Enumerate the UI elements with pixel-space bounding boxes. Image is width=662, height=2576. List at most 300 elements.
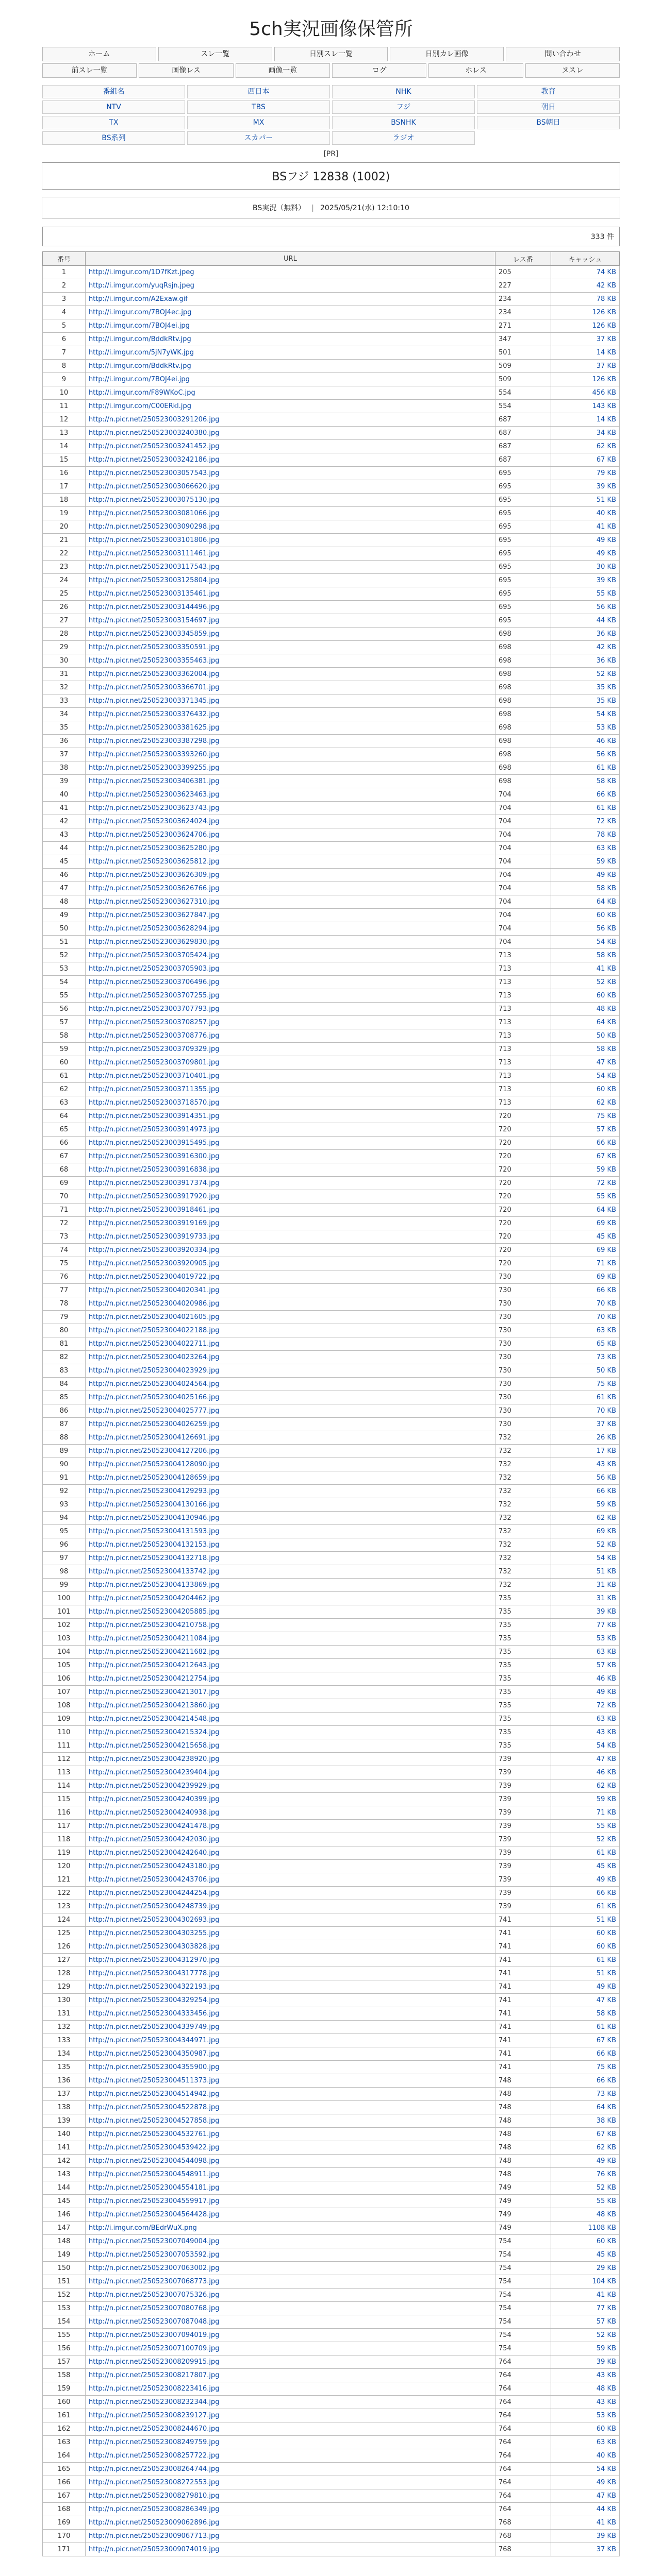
cache-link[interactable]: 39 KB	[596, 577, 616, 584]
cache-link[interactable]: 42 KB	[596, 643, 616, 651]
image-url-link[interactable]: http://n.picr.net/250523004025777.jpg	[86, 1404, 495, 1418]
cache-link[interactable]: 64 KB	[596, 2104, 616, 2111]
image-url-link[interactable]: http://n.picr.net/250523003135461.jpg	[86, 587, 495, 601]
image-url-link[interactable]: http://n.picr.net/250523004212754.jpg	[86, 1672, 495, 1686]
cache-link[interactable]: 41 KB	[596, 965, 616, 973]
cache-link[interactable]: 58 KB	[596, 777, 616, 785]
cache-link[interactable]: 64 KB	[596, 1206, 616, 1214]
image-url-link[interactable]: http://n.picr.net/250523004213860.jpg	[86, 1699, 495, 1713]
image-url-link[interactable]: http://n.picr.net/250523003919169.jpg	[86, 1217, 495, 1230]
cache-link[interactable]: 73 KB	[596, 2090, 616, 2098]
cache-link[interactable]: 51 KB	[596, 1916, 616, 1924]
cache-link[interactable]: 60 KB	[596, 2238, 616, 2245]
image-url-link[interactable]: http://n.picr.net/250523004131593.jpg	[86, 1525, 495, 1538]
cache-link[interactable]: 39 KB	[596, 2532, 616, 2540]
image-url-link[interactable]: http://n.picr.net/250523003371345.jpg	[86, 694, 495, 708]
cache-link[interactable]: 66 KB	[596, 1286, 616, 1294]
image-url-link[interactable]: http://n.picr.net/250523004544098.jpg	[86, 2155, 495, 2168]
image-url-link[interactable]: http://n.picr.net/250523008264744.jpg	[86, 2463, 495, 2476]
image-url-link[interactable]: http://n.picr.net/250523004239404.jpg	[86, 1766, 495, 1780]
image-url-link[interactable]: http://n.picr.net/250523003627847.jpg	[86, 909, 495, 922]
cache-link[interactable]: 59 KB	[596, 1501, 616, 1509]
cache-link[interactable]: 54 KB	[596, 2465, 616, 2473]
image-url-link[interactable]: http://n.picr.net/250523004554181.jpg	[86, 2181, 495, 2195]
image-url-link[interactable]: http://n.picr.net/250523004242640.jpg	[86, 1846, 495, 1860]
cache-link[interactable]: 69 KB	[596, 1246, 616, 1254]
image-url-link[interactable]: http://n.picr.net/250523004548911.jpg	[86, 2168, 495, 2181]
cache-link[interactable]: 55 KB	[596, 2197, 616, 2205]
cache-link[interactable]: 49 KB	[596, 1876, 616, 1884]
image-url-link[interactable]: http://n.picr.net/250523007053592.jpg	[86, 2248, 495, 2262]
image-url-link[interactable]: http://n.picr.net/250523007068773.jpg	[86, 2275, 495, 2289]
image-url-link[interactable]: http://n.picr.net/250523003916300.jpg	[86, 1150, 495, 1163]
cache-link[interactable]: 126 KB	[592, 309, 616, 316]
image-url-link[interactable]: http://n.picr.net/250523004204462.jpg	[86, 1592, 495, 1605]
cache-link[interactable]: 73 KB	[596, 1353, 616, 1361]
cache-link[interactable]: 46 KB	[596, 1675, 616, 1683]
image-url-link[interactable]: http://n.picr.net/250523004344971.jpg	[86, 2034, 495, 2047]
image-url-link[interactable]: http://n.picr.net/250523003919733.jpg	[86, 1230, 495, 1244]
cache-link[interactable]: 143 KB	[592, 402, 616, 410]
image-url-link[interactable]: http://n.picr.net/250523003718570.jpg	[86, 1096, 495, 1110]
image-url-link[interactable]: http://i.imgur.com/1D7fKzt.jpeg	[86, 266, 495, 279]
image-url-link[interactable]: http://n.picr.net/250523003708257.jpg	[86, 1016, 495, 1029]
cache-link[interactable]: 49 KB	[596, 536, 616, 544]
cache-link[interactable]: 62 KB	[596, 1099, 616, 1107]
image-url-link[interactable]: http://n.picr.net/250523003125804.jpg	[86, 574, 495, 587]
image-url-link[interactable]: http://n.picr.net/250523004211682.jpg	[86, 1646, 495, 1659]
cache-link[interactable]: 66 KB	[596, 1889, 616, 1897]
image-url-link[interactable]: http://n.picr.net/250523004022711.jpg	[86, 1337, 495, 1351]
image-url-link[interactable]: http://n.picr.net/250523004511373.jpg	[86, 2074, 495, 2088]
image-url-link[interactable]: http://n.picr.net/250523003111461.jpg	[86, 547, 495, 561]
image-url-link[interactable]: http://n.picr.net/250523009067713.jpg	[86, 2530, 495, 2543]
cache-link[interactable]: 61 KB	[596, 1956, 616, 1964]
image-url-link[interactable]: http://n.picr.net/250523003081066.jpg	[86, 507, 495, 520]
image-url-link[interactable]: http://n.picr.net/250523004248739.jpg	[86, 1900, 495, 1913]
image-url-link[interactable]: http://i.imgur.com/5jN7yWK.jpg	[86, 346, 495, 360]
cache-link[interactable]: 40 KB	[596, 510, 616, 517]
image-url-link[interactable]: http://n.picr.net/250523008279810.jpg	[86, 2489, 495, 2503]
channel-item[interactable]: BSNHK	[332, 116, 475, 129]
cache-link[interactable]: 47 KB	[596, 2492, 616, 2500]
cache-link[interactable]: 75 KB	[596, 1112, 616, 1120]
cache-link[interactable]: 29 KB	[596, 2264, 616, 2272]
image-url-link[interactable]: http://n.picr.net/250523004026259.jpg	[86, 1418, 495, 1431]
cache-link[interactable]: 63 KB	[596, 1715, 616, 1723]
image-url-link[interactable]: http://n.picr.net/250523004539422.jpg	[86, 2141, 495, 2155]
cache-link[interactable]: 75 KB	[596, 1380, 616, 1388]
cache-link[interactable]: 45 KB	[596, 1862, 616, 1870]
image-url-link[interactable]: http://i.imgur.com/7BOJ4ei.jpg	[86, 319, 495, 333]
cache-link[interactable]: 37 KB	[596, 1420, 616, 1428]
image-url-link[interactable]: http://n.picr.net/250523003381625.jpg	[86, 721, 495, 735]
cache-link[interactable]: 52 KB	[596, 1836, 616, 1843]
cache-link[interactable]: 60 KB	[596, 1929, 616, 1937]
cache-link[interactable]: 75 KB	[596, 2063, 616, 2071]
cache-link[interactable]: 54 KB	[596, 1554, 616, 1562]
cache-link[interactable]: 54 KB	[596, 1742, 616, 1750]
image-url-link[interactable]: http://n.picr.net/250523004130166.jpg	[86, 1498, 495, 1512]
image-url-link[interactable]: http://n.picr.net/250523004021605.jpg	[86, 1311, 495, 1324]
cache-link[interactable]: 54 KB	[596, 938, 616, 946]
cache-link[interactable]: 74 KB	[596, 268, 616, 276]
image-url-link[interactable]: http://n.picr.net/250523004025166.jpg	[86, 1391, 495, 1404]
image-url-link[interactable]: http://n.picr.net/250523008257722.jpg	[86, 2449, 495, 2463]
cache-link[interactable]: 37 KB	[596, 362, 616, 370]
image-url-link[interactable]: http://n.picr.net/250523004129293.jpg	[86, 1485, 495, 1498]
channel-item[interactable]: 番組名	[42, 85, 185, 98]
cache-link[interactable]: 63 KB	[596, 844, 616, 852]
main-nav-item[interactable]: 日別カレ画像	[390, 47, 504, 61]
cache-link[interactable]: 57 KB	[596, 2318, 616, 2326]
cache-link[interactable]: 45 KB	[596, 1233, 616, 1241]
cache-link[interactable]: 49 KB	[596, 1983, 616, 1991]
cache-link[interactable]: 52 KB	[596, 670, 616, 678]
cache-link[interactable]: 54 KB	[596, 1072, 616, 1080]
sub-nav-item[interactable]: 画像レス	[139, 63, 233, 78]
image-url-link[interactable]: http://n.picr.net/250523008272553.jpg	[86, 2476, 495, 2489]
cache-link[interactable]: 63 KB	[596, 1648, 616, 1656]
image-url-link[interactable]: http://n.picr.net/250523008209915.jpg	[86, 2355, 495, 2369]
cache-link[interactable]: 55 KB	[596, 1822, 616, 1830]
image-url-link[interactable]: http://n.picr.net/250523003623743.jpg	[86, 802, 495, 815]
cache-link[interactable]: 70 KB	[596, 1407, 616, 1415]
channel-item[interactable]: BS朝日	[477, 116, 620, 129]
channel-item[interactable]: TBS	[187, 100, 330, 114]
sub-nav-item[interactable]: ホレス	[428, 63, 523, 78]
image-url-link[interactable]: http://n.picr.net/250523004243180.jpg	[86, 1860, 495, 1873]
image-url-link[interactable]: http://n.picr.net/250523003626766.jpg	[86, 882, 495, 895]
cache-link[interactable]: 57 KB	[596, 1126, 616, 1133]
image-url-link[interactable]: http://n.picr.net/250523004020986.jpg	[86, 1297, 495, 1311]
image-url-link[interactable]: http://n.picr.net/250523007075326.jpg	[86, 2289, 495, 2302]
image-url-link[interactable]: http://n.picr.net/250523004322193.jpg	[86, 1980, 495, 1994]
image-url-link[interactable]: http://n.picr.net/250523003625280.jpg	[86, 842, 495, 855]
image-url-link[interactable]: http://n.picr.net/250523008232344.jpg	[86, 2396, 495, 2409]
image-url-link[interactable]: http://n.picr.net/250523003917920.jpg	[86, 1190, 495, 1204]
image-url-link[interactable]: http://n.picr.net/250523008239127.jpg	[86, 2409, 495, 2422]
cache-link[interactable]: 50 KB	[596, 1367, 616, 1375]
main-nav-item[interactable]: 問い合わせ	[506, 47, 620, 61]
cache-link[interactable]: 31 KB	[596, 1595, 616, 1602]
image-url-link[interactable]: http://n.picr.net/250523004312970.jpg	[86, 1954, 495, 1967]
image-url-link[interactable]: http://n.picr.net/250523004302693.jpg	[86, 1913, 495, 1927]
cache-link[interactable]: 48 KB	[596, 2385, 616, 2393]
image-url-link[interactable]: http://n.picr.net/250523003710401.jpg	[86, 1070, 495, 1083]
image-url-link[interactable]: http://n.picr.net/250523003117543.jpg	[86, 561, 495, 574]
image-url-link[interactable]: http://n.picr.net/250523004559917.jpg	[86, 2195, 495, 2208]
cache-link[interactable]: 70 KB	[596, 1313, 616, 1321]
image-url-link[interactable]: http://n.picr.net/250523004329254.jpg	[86, 1994, 495, 2007]
channel-item[interactable]: BS系列	[42, 131, 185, 145]
image-url-link[interactable]: http://n.picr.net/250523004133869.jpg	[86, 1579, 495, 1592]
image-url-link[interactable]: http://n.picr.net/250523003705903.jpg	[86, 962, 495, 976]
channel-item[interactable]: 朝日	[477, 100, 620, 114]
image-url-link[interactable]: http://n.picr.net/250523003057543.jpg	[86, 467, 495, 480]
cache-link[interactable]: 56 KB	[596, 1474, 616, 1482]
cache-link[interactable]: 45 KB	[596, 2251, 616, 2259]
image-url-link[interactable]: http://n.picr.net/250523007094019.jpg	[86, 2329, 495, 2342]
cache-link[interactable]: 26 KB	[596, 1434, 616, 1442]
cache-link[interactable]: 126 KB	[592, 376, 616, 383]
sub-nav-item[interactable]: 画像一覧	[236, 63, 330, 78]
image-url-link[interactable]: http://n.picr.net/250523003920905.jpg	[86, 1257, 495, 1270]
cache-link[interactable]: 58 KB	[596, 952, 616, 959]
sub-nav-item[interactable]: 前スレ一覧	[42, 63, 137, 78]
cache-link[interactable]: 79 KB	[596, 469, 616, 477]
cache-link[interactable]: 62 KB	[596, 443, 616, 450]
image-url-link[interactable]: http://n.picr.net/250523003090298.jpg	[86, 520, 495, 534]
cache-link[interactable]: 72 KB	[596, 1179, 616, 1187]
cache-link[interactable]: 47 KB	[596, 1059, 616, 1066]
image-url-link[interactable]: http://n.picr.net/250523003101806.jpg	[86, 534, 495, 547]
image-url-link[interactable]: http://n.picr.net/250523004238920.jpg	[86, 1753, 495, 1766]
cache-link[interactable]: 60 KB	[596, 1086, 616, 1093]
image-url-link[interactable]: http://n.picr.net/250523004215658.jpg	[86, 1739, 495, 1753]
cache-link[interactable]: 61 KB	[596, 1849, 616, 1857]
cache-link[interactable]: 49 KB	[596, 550, 616, 557]
cache-link[interactable]: 60 KB	[596, 911, 616, 919]
image-url-link[interactable]: http://n.picr.net/250523004133742.jpg	[86, 1565, 495, 1579]
main-nav-item[interactable]: ホーム	[42, 47, 156, 61]
cache-link[interactable]: 40 KB	[596, 2452, 616, 2460]
cache-link[interactable]: 37 KB	[596, 335, 616, 343]
cache-link[interactable]: 72 KB	[596, 1702, 616, 1709]
image-url-link[interactable]: http://n.picr.net/250523004024564.jpg	[86, 1378, 495, 1391]
image-url-link[interactable]: http://n.picr.net/250523004128659.jpg	[86, 1471, 495, 1485]
image-url-link[interactable]: http://n.picr.net/250523004333456.jpg	[86, 2007, 495, 2021]
image-url-link[interactable]: http://n.picr.net/250523003918461.jpg	[86, 1204, 495, 1217]
image-url-link[interactable]: http://n.picr.net/250523004214548.jpg	[86, 1713, 495, 1726]
image-url-link[interactable]: http://n.picr.net/250523004303255.jpg	[86, 1927, 495, 1940]
cache-link[interactable]: 14 KB	[596, 349, 616, 357]
image-url-link[interactable]: http://n.picr.net/250523004532761.jpg	[86, 2128, 495, 2141]
image-url-link[interactable]: http://n.picr.net/250523003707255.jpg	[86, 989, 495, 1003]
image-url-link[interactable]: http://n.picr.net/250523003406381.jpg	[86, 775, 495, 788]
cache-link[interactable]: 51 KB	[596, 1568, 616, 1575]
cache-link[interactable]: 41 KB	[596, 523, 616, 531]
image-url-link[interactable]: http://n.picr.net/250523003624706.jpg	[86, 828, 495, 842]
image-url-link[interactable]: http://n.picr.net/250523004514942.jpg	[86, 2088, 495, 2101]
cache-link[interactable]: 59 KB	[596, 1795, 616, 1803]
cache-link[interactable]: 43 KB	[596, 1461, 616, 1468]
image-url-link[interactable]: http://i.imgur.com/F89WKoC.jpg	[86, 386, 495, 400]
image-url-link[interactable]: http://n.picr.net/250523003627310.jpg	[86, 895, 495, 909]
cache-link[interactable]: 69 KB	[596, 1273, 616, 1281]
channel-item[interactable]: 教育	[477, 85, 620, 98]
image-url-link[interactable]: http://n.picr.net/250523003915495.jpg	[86, 1137, 495, 1150]
image-url-link[interactable]: http://n.picr.net/250523004241478.jpg	[86, 1820, 495, 1833]
image-url-link[interactable]: http://n.picr.net/250523003706496.jpg	[86, 976, 495, 989]
cache-link[interactable]: 35 KB	[596, 697, 616, 705]
image-url-link[interactable]: http://i.imgur.com/7BOJ4ei.jpg	[86, 373, 495, 386]
image-url-link[interactable]: http://n.picr.net/250523003393260.jpg	[86, 748, 495, 761]
cache-link[interactable]: 36 KB	[596, 657, 616, 665]
image-url-link[interactable]: http://i.imgur.com/yuqRsjn.jpeg	[86, 279, 495, 293]
image-url-link[interactable]: http://n.picr.net/250523008223416.jpg	[86, 2382, 495, 2396]
image-url-link[interactable]: http://n.picr.net/250523004023929.jpg	[86, 1364, 495, 1378]
image-url-link[interactable]: http://n.picr.net/250523009062896.jpg	[86, 2516, 495, 2530]
cache-link[interactable]: 51 KB	[596, 496, 616, 504]
image-url-link[interactable]: http://n.picr.net/250523003362004.jpg	[86, 668, 495, 681]
image-url-link[interactable]: http://n.picr.net/250523004130946.jpg	[86, 1512, 495, 1525]
cache-link[interactable]: 52 KB	[596, 1541, 616, 1549]
channel-item[interactable]: ラジオ	[332, 131, 475, 145]
image-url-link[interactable]: http://n.picr.net/250523003387298.jpg	[86, 735, 495, 748]
cache-link[interactable]: 64 KB	[596, 898, 616, 906]
cache-link[interactable]: 56 KB	[596, 925, 616, 933]
image-url-link[interactable]: http://n.picr.net/250523004126691.jpg	[86, 1431, 495, 1445]
cache-link[interactable]: 59 KB	[596, 858, 616, 866]
cache-link[interactable]: 46 KB	[596, 737, 616, 745]
image-url-link[interactable]: http://n.picr.net/250523004350987.jpg	[86, 2047, 495, 2061]
image-url-link[interactable]: http://n.picr.net/250523004317778.jpg	[86, 1967, 495, 1980]
cache-link[interactable]: 53 KB	[596, 1635, 616, 1642]
cache-link[interactable]: 60 KB	[596, 1943, 616, 1951]
image-url-link[interactable]: http://i.imgur.com/7BOJ4ec.jpg	[86, 306, 495, 319]
image-url-link[interactable]: http://n.picr.net/250523009074019.jpg	[86, 2543, 495, 2556]
cache-link[interactable]: 48 KB	[596, 1005, 616, 1013]
cache-link[interactable]: 63 KB	[596, 1327, 616, 1334]
cache-link[interactable]: 51 KB	[596, 1970, 616, 1977]
cache-link[interactable]: 76 KB	[596, 2171, 616, 2178]
image-url-link[interactable]: http://n.picr.net/250523004127206.jpg	[86, 1445, 495, 1458]
cache-link[interactable]: 44 KB	[596, 2505, 616, 2513]
image-url-link[interactable]: http://n.picr.net/250523004213017.jpg	[86, 1686, 495, 1699]
image-url-link[interactable]: http://n.picr.net/250523004240399.jpg	[86, 1793, 495, 1806]
cache-link[interactable]: 43 KB	[596, 2398, 616, 2406]
image-url-link[interactable]: http://n.picr.net/250523004023264.jpg	[86, 1351, 495, 1364]
cache-link[interactable]: 66 KB	[596, 2077, 616, 2084]
image-url-link[interactable]: http://n.picr.net/250523003144496.jpg	[86, 601, 495, 614]
image-url-link[interactable]: http://n.picr.net/250523004240938.jpg	[86, 1806, 495, 1820]
channel-item[interactable]: スカパー	[187, 131, 330, 145]
cache-link[interactable]: 14 KB	[596, 416, 616, 423]
cache-link[interactable]: 66 KB	[596, 1139, 616, 1147]
cache-link[interactable]: 52 KB	[596, 2184, 616, 2192]
cache-link[interactable]: 38 KB	[596, 2117, 616, 2125]
cache-link[interactable]: 49 KB	[596, 2157, 616, 2165]
image-url-link[interactable]: http://n.picr.net/250523003623463.jpg	[86, 788, 495, 802]
cache-link[interactable]: 69 KB	[596, 1219, 616, 1227]
image-url-link[interactable]: http://n.picr.net/250523004128090.jpg	[86, 1458, 495, 1471]
channel-item[interactable]: TX	[42, 116, 185, 129]
image-url-link[interactable]: http://n.picr.net/250523003709801.jpg	[86, 1056, 495, 1070]
cache-link[interactable]: 58 KB	[596, 885, 616, 892]
image-url-link[interactable]: http://n.picr.net/250523007087048.jpg	[86, 2315, 495, 2329]
cache-link[interactable]: 67 KB	[596, 456, 616, 464]
cache-link[interactable]: 56 KB	[596, 751, 616, 758]
cache-link[interactable]: 41 KB	[596, 2519, 616, 2527]
image-url-link[interactable]: http://n.picr.net/250523003709329.jpg	[86, 1043, 495, 1056]
cache-link[interactable]: 67 KB	[596, 2037, 616, 2044]
channel-item[interactable]: 西日本	[187, 85, 330, 98]
image-url-link[interactable]: http://n.picr.net/250523003916838.jpg	[86, 1163, 495, 1177]
image-url-link[interactable]: http://n.picr.net/250523007080768.jpg	[86, 2302, 495, 2315]
cache-link[interactable]: 34 KB	[596, 429, 616, 437]
image-url-link[interactable]: http://n.picr.net/250523003376432.jpg	[86, 708, 495, 721]
cache-link[interactable]: 65 KB	[596, 1340, 616, 1348]
cache-link[interactable]: 71 KB	[596, 1809, 616, 1817]
cache-link[interactable]: 58 KB	[596, 2010, 616, 2018]
image-url-link[interactable]: http://n.picr.net/250523003291206.jpg	[86, 413, 495, 427]
cache-link[interactable]: 39 KB	[596, 483, 616, 490]
cache-link[interactable]: 36 KB	[596, 630, 616, 638]
cache-link[interactable]: 59 KB	[596, 1166, 616, 1174]
cache-link[interactable]: 58 KB	[596, 1045, 616, 1053]
cache-link[interactable]: 126 KB	[592, 322, 616, 330]
cache-link[interactable]: 67 KB	[596, 2130, 616, 2138]
cache-link[interactable]: 52 KB	[596, 2331, 616, 2339]
cache-link[interactable]: 49 KB	[596, 871, 616, 879]
image-url-link[interactable]: http://n.picr.net/250523004211084.jpg	[86, 1632, 495, 1646]
image-url-link[interactable]: http://i.imgur.com/A2Exaw.gif	[86, 293, 495, 306]
cache-link[interactable]: 56 KB	[596, 603, 616, 611]
cache-link[interactable]: 17 KB	[596, 1447, 616, 1455]
cache-link[interactable]: 71 KB	[596, 1260, 616, 1267]
image-url-link[interactable]: http://n.picr.net/250523007049004.jpg	[86, 2235, 495, 2248]
cache-link[interactable]: 61 KB	[596, 764, 616, 772]
cache-link[interactable]: 66 KB	[596, 1487, 616, 1495]
image-url-link[interactable]: http://n.picr.net/250523004132718.jpg	[86, 1552, 495, 1565]
cache-link[interactable]: 54 KB	[596, 710, 616, 718]
cache-link[interactable]: 69 KB	[596, 1528, 616, 1535]
image-url-link[interactable]: http://n.picr.net/250523004527858.jpg	[86, 2114, 495, 2128]
cache-link[interactable]: 37 KB	[596, 2546, 616, 2553]
cache-link[interactable]: 78 KB	[596, 295, 616, 303]
cache-link[interactable]: 47 KB	[596, 1755, 616, 1763]
image-url-link[interactable]: http://n.picr.net/250523003366701.jpg	[86, 681, 495, 694]
main-nav-item[interactable]: スレ一覧	[158, 47, 272, 61]
image-url-link[interactable]: http://n.picr.net/250523004243706.jpg	[86, 1873, 495, 1887]
cache-link[interactable]: 61 KB	[596, 2023, 616, 2031]
image-url-link[interactable]: http://n.picr.net/250523003711355.jpg	[86, 1083, 495, 1096]
image-url-link[interactable]: http://n.picr.net/250523003705424.jpg	[86, 949, 495, 962]
image-url-link[interactable]: http://n.picr.net/250523008249759.jpg	[86, 2436, 495, 2449]
image-url-link[interactable]: http://n.picr.net/250523004564428.jpg	[86, 2208, 495, 2222]
cache-link[interactable]: 64 KB	[596, 1019, 616, 1026]
cache-link[interactable]: 46 KB	[596, 1769, 616, 1776]
cache-link[interactable]: 50 KB	[596, 1032, 616, 1040]
cache-link[interactable]: 43 KB	[596, 2371, 616, 2379]
cache-link[interactable]: 41 KB	[596, 2291, 616, 2299]
cache-link[interactable]: 61 KB	[596, 804, 616, 812]
image-url-link[interactable]: http://n.picr.net/250523004020341.jpg	[86, 1284, 495, 1297]
channel-item[interactable]: NTV	[42, 100, 185, 114]
image-url-link[interactable]: http://n.picr.net/250523003355463.jpg	[86, 654, 495, 668]
image-url-link[interactable]: http://i.imgur.com/C00ERkl.jpg	[86, 400, 495, 413]
cache-link[interactable]: 62 KB	[596, 1514, 616, 1522]
image-url-link[interactable]: http://n.picr.net/250523004522878.jpg	[86, 2101, 495, 2114]
cache-link[interactable]: 52 KB	[596, 978, 616, 986]
image-url-link[interactable]: http://n.picr.net/250523003708776.jpg	[86, 1029, 495, 1043]
image-url-link[interactable]: http://n.picr.net/250523003914351.jpg	[86, 1110, 495, 1123]
cache-link[interactable]: 49 KB	[596, 2479, 616, 2486]
image-url-link[interactable]: http://n.picr.net/250523003075130.jpg	[86, 494, 495, 507]
cache-link[interactable]: 48 KB	[596, 2211, 616, 2218]
channel-item[interactable]: NHK	[332, 85, 475, 98]
image-url-link[interactable]: http://n.picr.net/250523003154697.jpg	[86, 614, 495, 628]
channel-item[interactable]: フジ	[332, 100, 475, 114]
image-url-link[interactable]: http://n.picr.net/250523003066620.jpg	[86, 480, 495, 494]
image-url-link[interactable]: http://n.picr.net/250523008217807.jpg	[86, 2369, 495, 2382]
image-url-link[interactable]: http://n.picr.net/250523004239929.jpg	[86, 1780, 495, 1793]
main-nav-item[interactable]: 日別スレ一覧	[274, 47, 388, 61]
cache-link[interactable]: 66 KB	[596, 791, 616, 799]
image-url-link[interactable]: http://n.picr.net/250523004205885.jpg	[86, 1605, 495, 1619]
image-url-link[interactable]: http://n.picr.net/250523004355900.jpg	[86, 2061, 495, 2074]
